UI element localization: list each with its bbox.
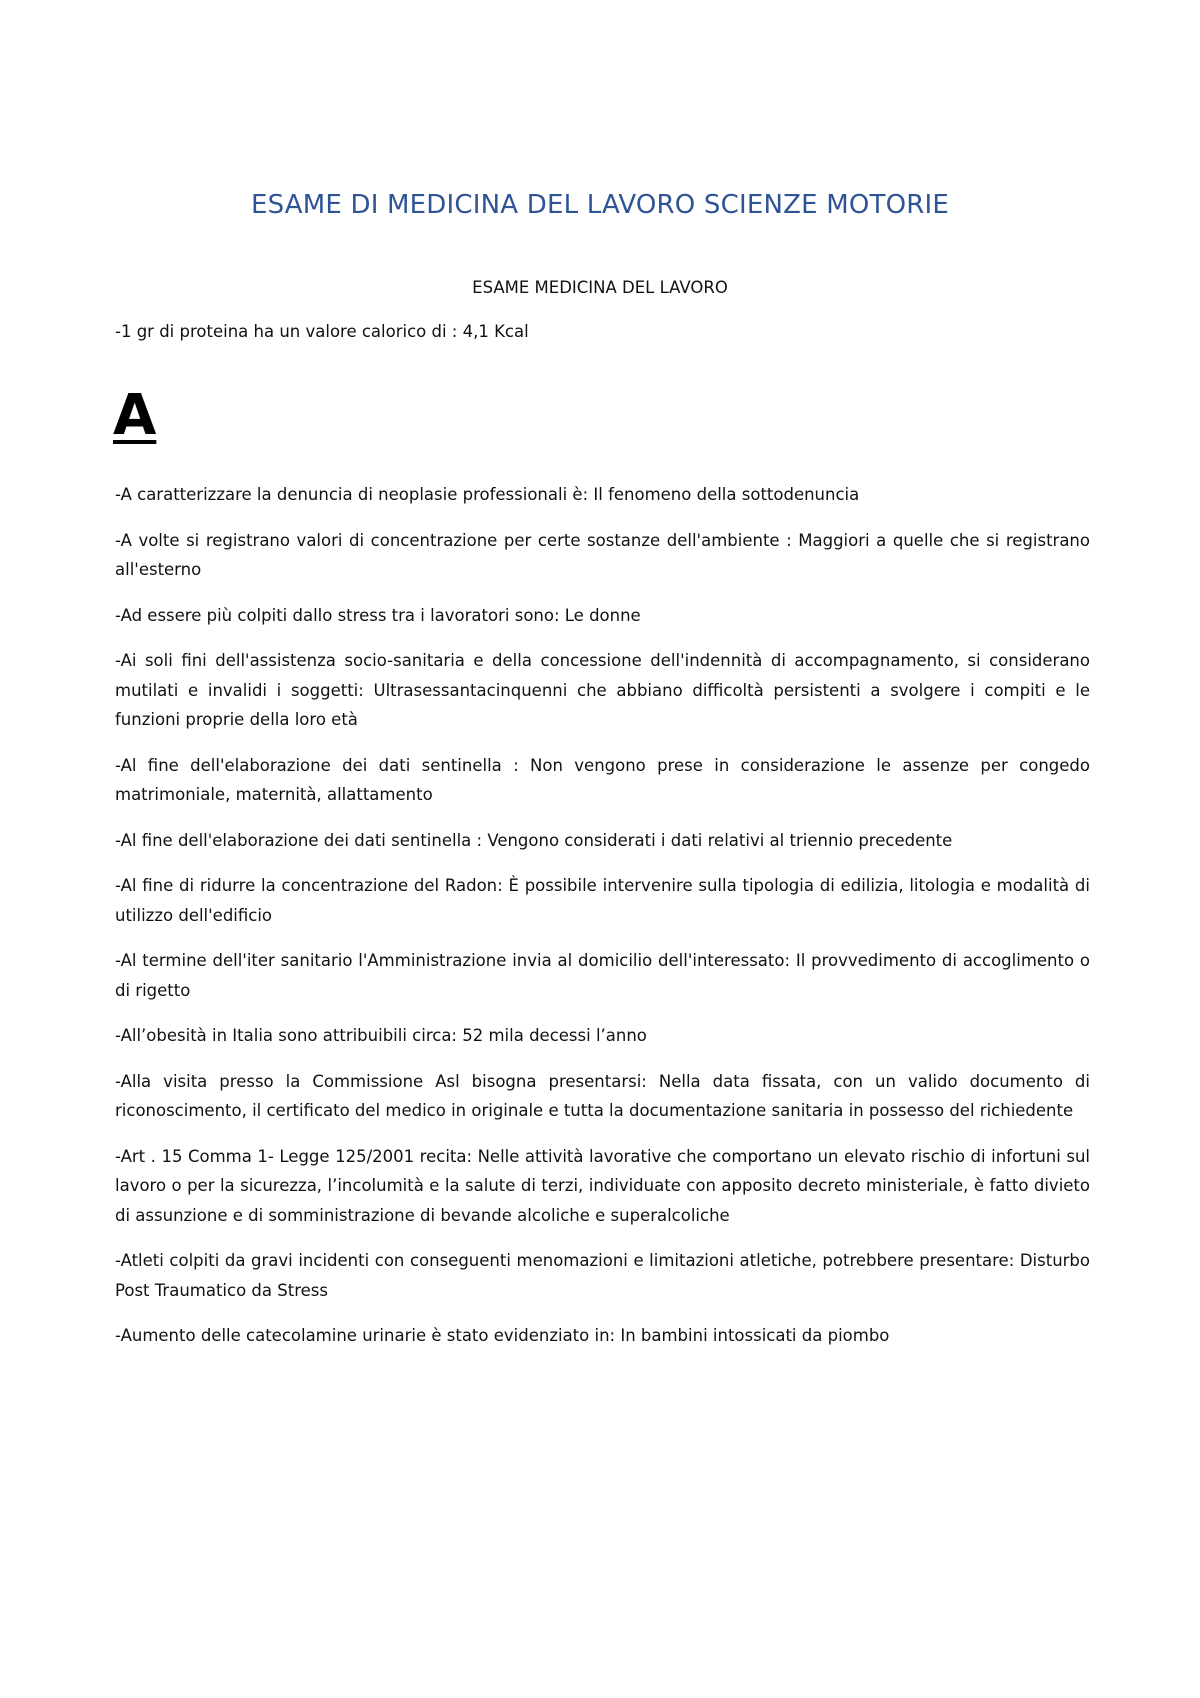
qa-entry: -A volte si registrano valori di concentrazione per certe sostanze dell'ambiente : Maggiori a quelle che si registrano all'esterno (115, 530, 1090, 579)
qa-entry: -Al fine di ridurre la concentrazione del Radon: È possibile intervenire sulla tipologia di edilizia, litologia e modalità di utilizzo dell'edificio (115, 876, 1090, 925)
qa-entry: -Ad essere più colpiti dallo stress tra i lavoratori sono: Le donne (115, 605, 641, 625)
section-letter-heading: A (113, 383, 157, 448)
qa-entry: -Al fine dell'elaborazione dei dati sentinella : Non vengono prese in considerazione le assenze per congedo matrimoniale, maternità, allattamento (115, 755, 1090, 804)
qa-entry: -Art . 15 Comma 1- Legge 125/2001 recita: Nelle attività lavorative che comportano un elevato rischio di infortuni sul lavoro o per la sicurezza, l’incolumità e la salute di terzi, individuate con apposito decreto ministeriale, è fatto divieto di assunzione e di somministrazione di bevande alcoliche e superalcoliche (115, 1146, 1090, 1225)
qa-entry: -Al fine dell'elaborazione dei dati sentinella : Vengono considerati i dati relativi al triennio precedente (115, 830, 953, 850)
qa-entry: -Ai soli fini dell'assistenza socio-sanitaria e della concessione dell'indennità di accompagnamento, si considerano mutilati e invalidi i soggetti: Ultrasessantacinquenni che abbiano difficoltà persistenti a svolgere i compiti e le funzioni proprie della loro età (115, 651, 1090, 729)
qa-entry: -All’obesità in Italia sono attribuibili circa: 52 mila decessi l’anno (115, 1026, 647, 1045)
qa-entry: -Al termine dell'iter sanitario l'Amministrazione invia al domicilio dell'interessato: Il provvedimento di accoglimento o di rigetto (115, 951, 1090, 1000)
qa-entry: -Aumento delle catecolamine urinarie è stato evidenziato in: In bambini intossicati da piombo (115, 1326, 890, 1345)
qa-entry: -Atleti colpiti da gravi incidenti con conseguenti menomazioni e limitazioni atletiche, potrebbere presentare: Disturbo Post Traumatico da Stress (115, 1251, 1090, 1300)
qa-entry: -A caratterizzare la denuncia di neoplasie professionali è: Il fenomeno della sottodenuncia (115, 485, 860, 504)
intro-line: -1 gr di proteina ha un valore calorico di : 4,1 Kcal (115, 322, 529, 341)
question-answer-list (115, 480, 1090, 1367)
document-title: ESAME DI MEDICINA DEL LAVORO SCIENZE MOTORIE (250, 190, 950, 220)
document-subtitle: ESAME MEDICINA DEL LAVORO (472, 278, 728, 297)
qa-entry: -Alla visita presso la Commissione Asl bisogna presentarsi: Nella data fissata, con un valido documento di riconoscimento, il certificato del medico in originale e tutta la documentazione sanitaria in possesso del richiedente (115, 1071, 1090, 1120)
